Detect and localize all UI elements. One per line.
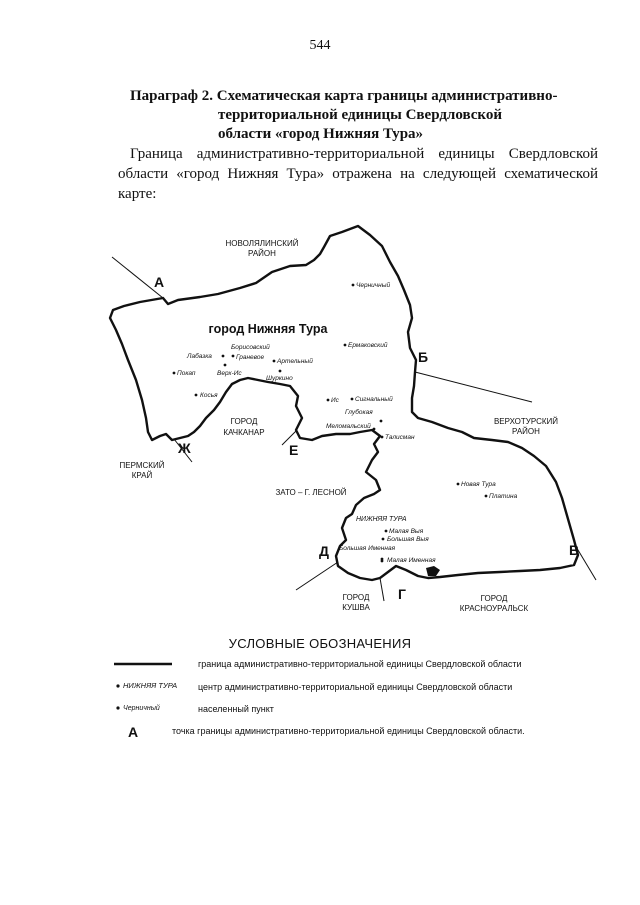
dot-artelny [273,360,276,363]
dot-is [327,399,330,402]
dot-kosya [195,394,198,397]
settlement-bolshaya-vya: Большая Выя [387,536,429,543]
label-krasnouralsk-2: КРАСНОУРАЛЬСК [459,604,529,613]
legend-center-dot [116,684,119,687]
legend-title: УСЛОВНЫЕ ОБОЗНАЧЕНИЯ [228,636,412,651]
unit-boundary [110,226,578,580]
heading-line-3: области «город Нижняя Тура» [218,126,424,142]
settlement-labazka: Лабазка [187,353,212,360]
point-zh: Ж [178,440,191,456]
settlement-melomalsky: Меломальский [326,423,371,430]
settlement-ermakovsky: Ермаковский [348,342,388,349]
label-krasnouralsk-1: ГОРОД [480,594,508,603]
settlement-glubokaya: Глубокая [345,409,373,416]
unit-name: город Нижняя Тура [208,322,328,336]
settlement-pokap: Покап [177,370,196,377]
heading-line-1: Параграф 2. Схематическая карта границы административно- [130,88,558,104]
label-kachkanar-1: ГОРОД [230,417,258,426]
dot-malaya-imennaya [381,558,384,561]
dot-melomalsky [373,428,376,431]
dot-signalny [351,398,354,401]
settlement-bolshaya-imennaya: Большая Именная [339,545,396,552]
legend-center-desc: центр административно-территориальной единицы Свердловской области [198,682,513,692]
point-e: Е [289,442,299,458]
settlement-novaya-tura: Новая Тура [461,481,496,488]
label-perm-2: КРАЙ [131,471,153,480]
settlement-malaya-vya: Малая Выя [389,528,424,535]
legend-point-sample: А [128,724,139,740]
label-kushva-1: ГОРОД [342,593,370,602]
boundary-blob [426,566,440,576]
settlement-platina: Платина [489,493,518,500]
legend-center-sample: НИЖНЯЯ ТУРА [123,681,178,690]
settlement-artelny: Артельный [277,358,313,365]
settlement-borisovsky: Борисовский [231,344,270,351]
dot-shurkino [279,370,282,373]
dot-novaya-tura [457,483,460,486]
label-verkhoturye-1: ВЕРХОТУРСКИЙ [493,417,559,426]
dot-labazka [222,355,225,358]
settlement-shurkino: Шуркино [266,375,293,382]
heading-line-2: территориальной единицы Свердловской [218,107,502,123]
label-kushva-2: КУШВА [342,603,370,612]
point-v: В [569,542,580,558]
label-novolyalinsky-1: НОВОЛЯЛИНСКИЙ [225,239,299,248]
settlement-malaya-imennaya: Малая Именная [387,557,436,564]
label-novolyalinsky-2: РАЙОН [248,249,276,258]
settlement-is: Ис [331,397,339,404]
settlement-verh-is: Верх-Ис [217,370,242,377]
dot-ermakovsky [344,344,347,347]
point-g: Г [398,586,406,602]
dot-granevoe [232,355,235,358]
point-d: Д [319,543,329,559]
dot-bolshaya-vya [382,538,385,541]
dot-pokap [173,372,176,375]
border-line-b [415,372,532,402]
settlement-granevoe: Граневое [236,354,265,361]
intro-line-2: области «город Нижняя Тура» отражена на следующей схематической карте: [118,166,598,202]
dot-platina [485,495,488,498]
center-nizhnyaya-tura: НИЖНЯЯ ТУРА [356,516,407,523]
settlement-talisman: Талисман [385,434,415,441]
point-a: А [154,274,165,290]
dot-chernichny [352,284,355,287]
legend-settlement-dot [116,706,119,709]
label-verkhoturye-2: РАЙОН [512,427,540,436]
legend-settlement-desc: населенный пункт [198,704,274,714]
border-line-d [296,562,338,590]
legend-settlement-sample: Черничный [123,705,160,712]
legend-border-desc: граница административно-территориальной единицы Свердловской области [198,659,522,669]
dot-talisman [381,436,384,439]
page-number: 544 [309,38,331,53]
border-line-g [380,578,384,601]
label-lesnoy: ЗАТО – Г. ЛЕСНОЙ [275,488,347,497]
settlement-signalny: Сигнальный [355,396,393,403]
point-b: Б [418,349,429,365]
dot-glubokaya [380,420,383,423]
dot-verh-is [224,364,227,367]
settlement-chernichny: Черничный [356,282,391,289]
legend-point-desc: точка границы административно-территориальной единицы Свердловской области. [172,726,525,736]
settlement-kosya: Косья [200,392,218,399]
intro-line-1: Граница административно-территориальной единицы Свердловской [130,146,598,162]
label-kachkanar-2: КАЧКАНАР [223,428,265,437]
label-perm-1: ПЕРМСКИЙ [119,461,165,470]
dot-malaya-vya [385,530,388,533]
